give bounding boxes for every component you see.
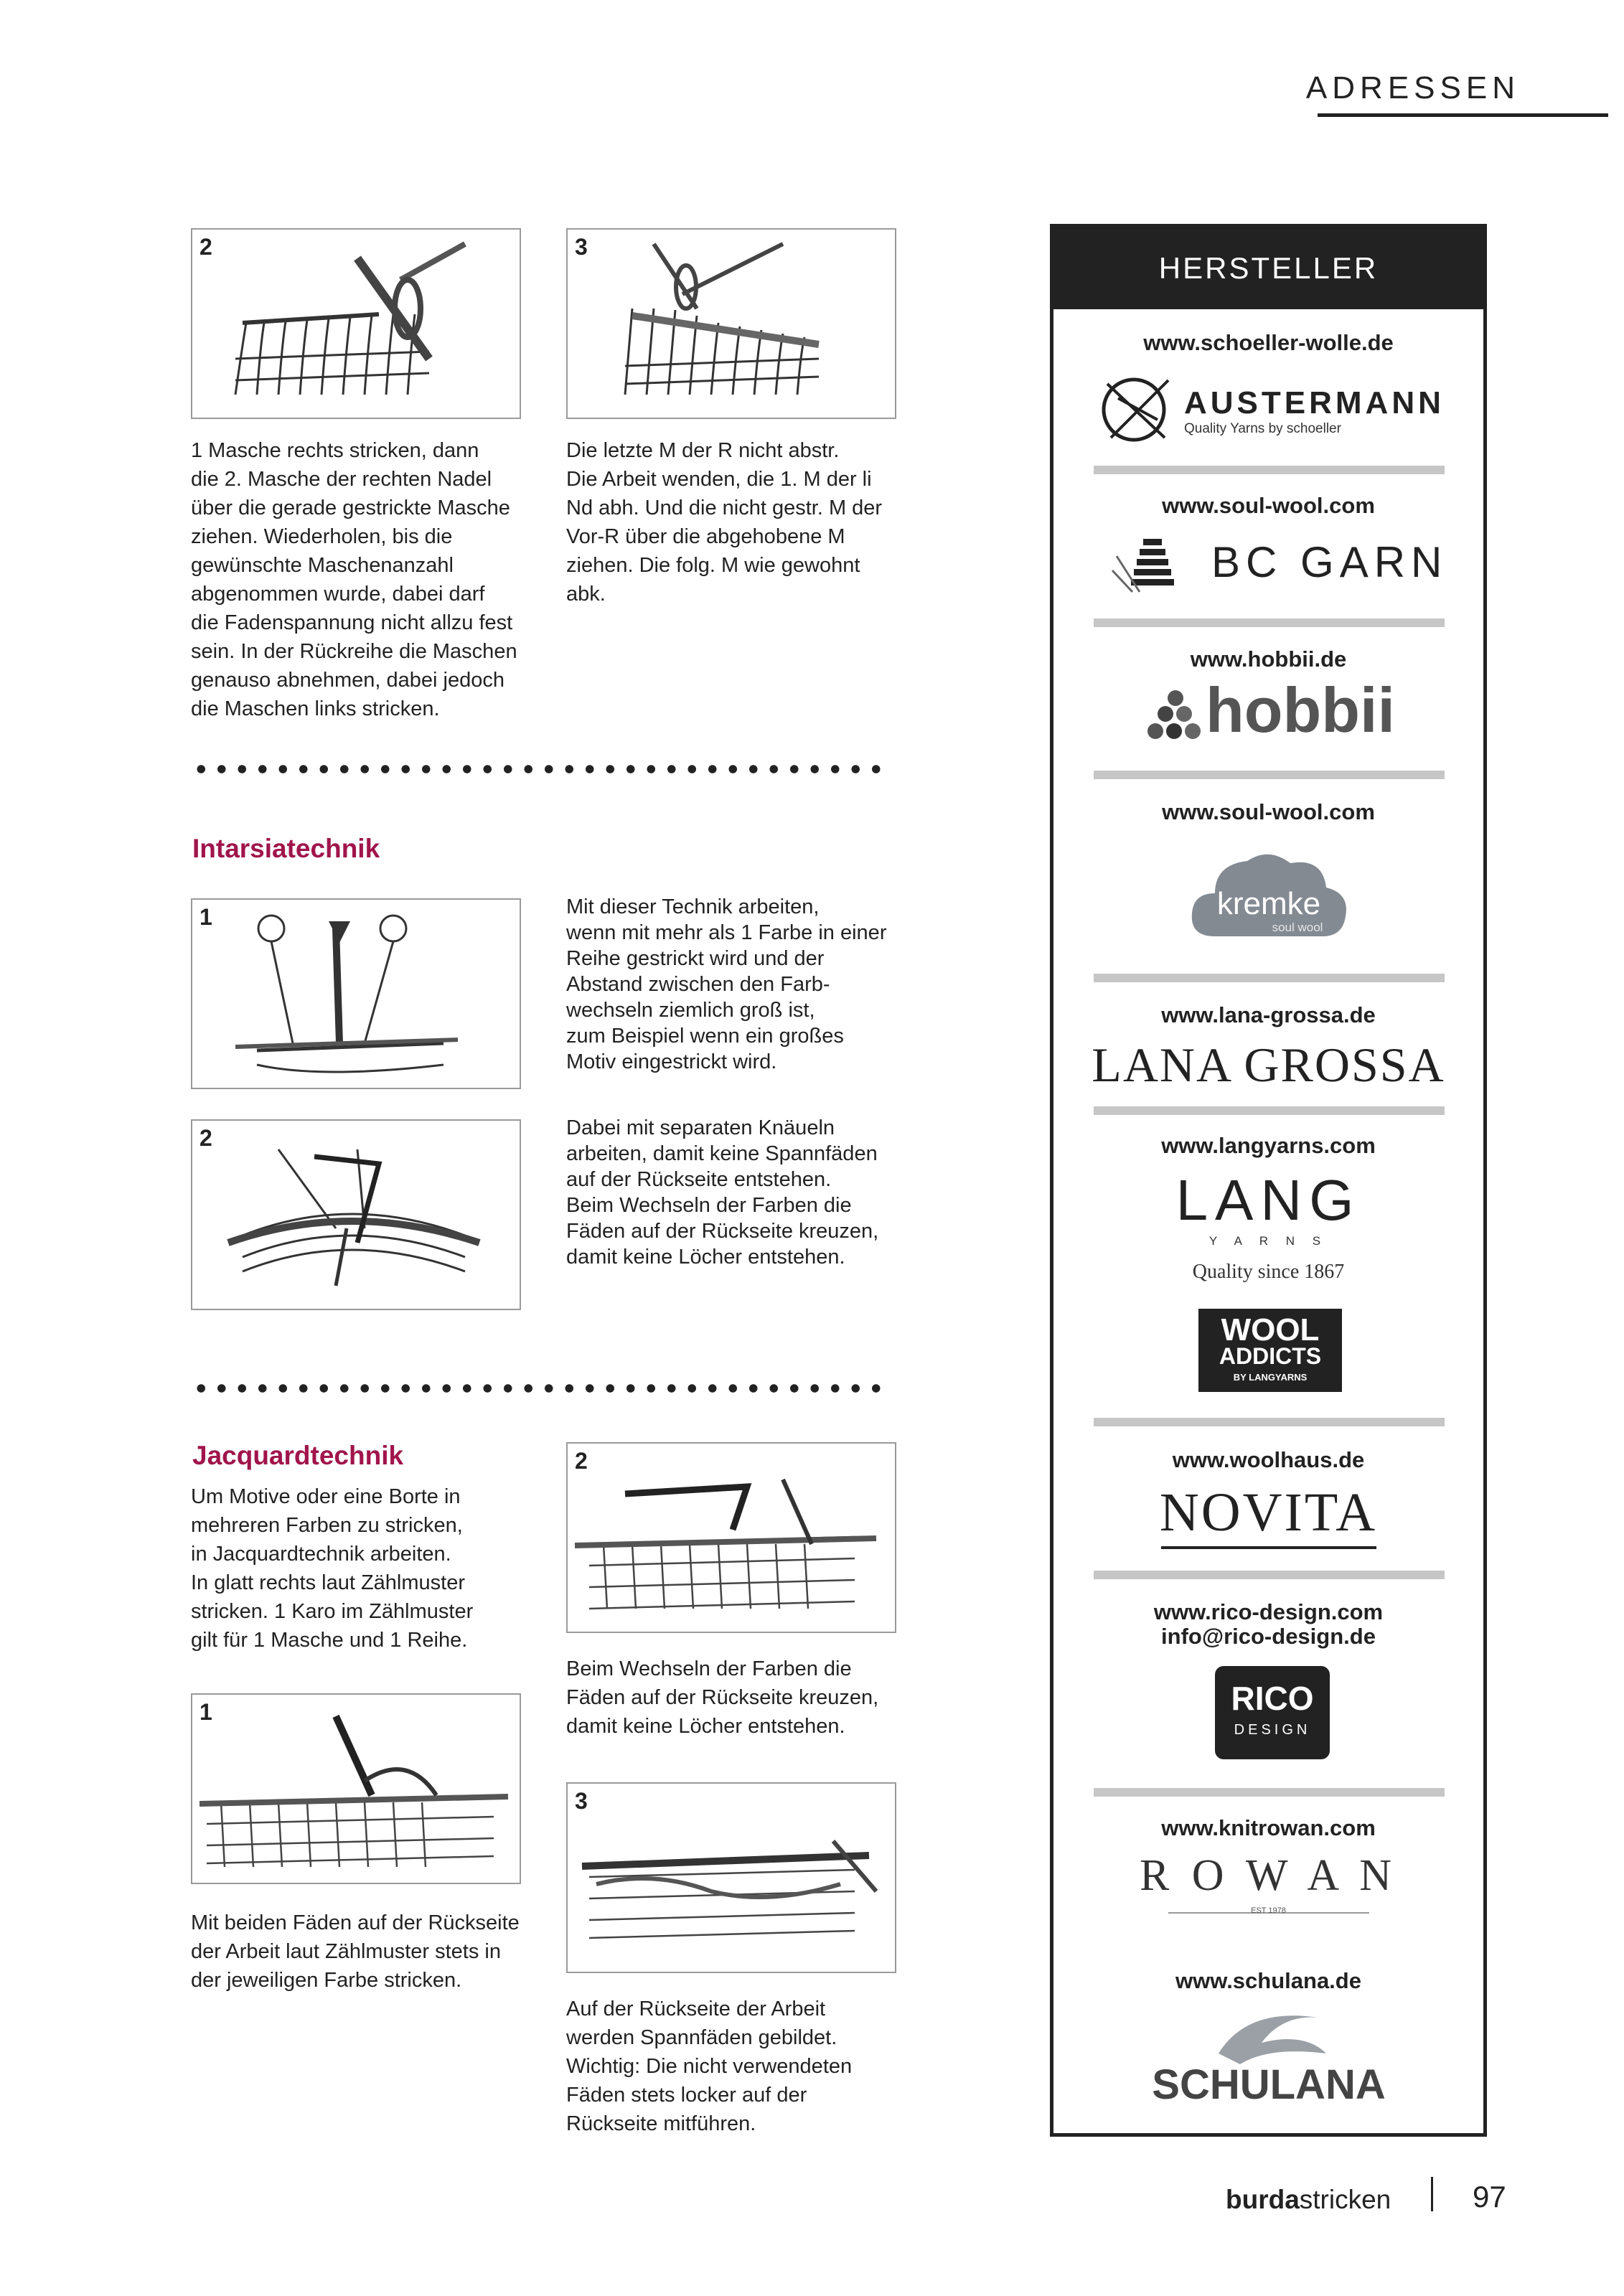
brand-rest: stricken [1299, 2185, 1391, 2214]
url-langyarns[interactable]: www.langyarns.com [1161, 1133, 1376, 1158]
page-number: 97 [1473, 2180, 1506, 2213]
url-hobbii[interactable]: www.hobbii.de [1190, 646, 1347, 672]
dotted-divider [191, 764, 887, 774]
lang-tagline: Quality since 1867 [1192, 1261, 1345, 1283]
figure-number: 1 [200, 904, 212, 930]
austermann-logo [1097, 370, 1455, 448]
figure-intarsia-2 [191, 1119, 521, 1310]
text-decrease-left: 1 Masche rechts stricken, dann die 2. Masche der rechten Nadel über die gerade gestrickte Masche ziehen. Wiederholen, bis die gewünschte Maschenanzahl abgenommen wurde, dabei darf die Fadenspannung nicht allzu fest sein. In der Rückreihe die Maschen genauso abnehmen, dabei jedoch die Maschen links stricken. [191, 439, 517, 720]
kremke-wordmark: kremke [1216, 886, 1321, 921]
knitting-illustration [568, 1784, 895, 1972]
austermann-wordmark: AUSTERMANN [1184, 385, 1445, 420]
novita-underline [1161, 1546, 1376, 1549]
section-title: ADRESSEN [1305, 70, 1520, 105]
wool-addicts-line1: WOOL [1221, 1312, 1320, 1347]
schulana-wordmark: SCHULANA [1152, 2061, 1386, 2108]
knitting-illustration [568, 1444, 895, 1632]
separator [1094, 1571, 1445, 1579]
rico-design-text: DESIGN [1234, 1722, 1311, 1738]
url-schulana[interactable]: www.schulana.de [1175, 1968, 1361, 1993]
figure-intarsia-1 [191, 898, 521, 1089]
text-decrease-right: Die letzte M der R nicht abstr. Die Arbeit wenden, die 1. M der li Nd abh. Und die nicht gestr. M der Vor-R über die abgehobene M ziehen. Die folg. M wie gewohnt abk. [566, 439, 883, 606]
manufacturer-sidebar [1050, 224, 1487, 2137]
kremke-logo [1186, 843, 1351, 951]
knitting-illustration [192, 1121, 520, 1309]
sidebar-title: HERSTELLER [1053, 227, 1483, 309]
dotted-divider [191, 1383, 887, 1393]
text-jacquard-2: Beim Wechseln der Farben die Fäden auf der Rückseite kreuzen, damit keine Löcher entstehen. [566, 1657, 879, 1738]
figure-number: 2 [575, 1448, 588, 1474]
url-soul-wool[interactable]: www.soul-wool.com [1162, 493, 1375, 518]
novita-logo: NOVITA [1159, 1482, 1378, 1543]
lana-grossa-logo: LANA GROSSA [1092, 1038, 1445, 1092]
knitting-illustration [192, 1695, 520, 1883]
separator [1094, 1788, 1445, 1797]
kremke-tagline: soul wool [1272, 921, 1323, 934]
bc-garn-logo [1111, 527, 1448, 599]
figure-jacquard-2 [566, 1442, 896, 1633]
separator [1094, 771, 1445, 779]
schulana-logo [1140, 2003, 1398, 2111]
yarn-stack-icon [1111, 527, 1183, 599]
hobbii-wordmark: hobbii [1206, 674, 1395, 745]
figure-number: 1 [200, 1699, 212, 1725]
url-schoeller[interactable]: www.schoeller-wolle.de [1143, 330, 1394, 355]
email-rico-design[interactable]: info@rico-design.de [1161, 1624, 1376, 1649]
rowan-est: EST 1978 [1251, 1906, 1286, 1915]
knitting-illustration [568, 230, 895, 418]
bc-garn-wordmark: BC GARN [1211, 538, 1448, 586]
heading-jacquard: Jacquardtechnik [192, 1441, 404, 1470]
magazine-brand [1226, 2185, 1391, 2215]
text-intarsia-1: Mit dieser Technik arbeiten, wenn mit mehr als 1 Farbe in einer Reihe gestrickt wird und der Abstand zwischen den Farb- wechseln ziemlich groß ist, zum Beispiel wenn ein großes Motiv eingestrickt wird. [566, 895, 887, 1073]
wool-addicts-line2: ADDICTS [1219, 1343, 1322, 1369]
url-woolhaus[interactable]: www.woolhaus.de [1172, 1447, 1365, 1472]
separator [1094, 466, 1445, 474]
figure-number: 3 [575, 1788, 588, 1814]
text-jacquard-1: Mit beiden Fäden auf der Rückseite der Arbeit laut Zählmuster stets in der jeweiligen Farbe stricken. [191, 1911, 520, 1992]
text-jacquard-3: Auf der Rückseite der Arbeit werden Spannfäden gebildet. Wichtig: Die nicht verwendeten Fäden stets locker auf der Rückseite mitführen. [566, 1998, 853, 2135]
wool-addicts-logo [1198, 1309, 1342, 1392]
section-rule [1318, 113, 1608, 117]
separator [1094, 974, 1445, 982]
rowan-logo: R O W A N [1139, 1851, 1398, 1900]
figure-decrease-3 [566, 228, 896, 419]
heading-intarsia: Intarsiatechnik [192, 834, 380, 863]
figure-number: 3 [575, 234, 588, 260]
footer-divider [1431, 2177, 1433, 2211]
text-intarsia-2: Dabei mit separaten Knäueln arbeiten, damit keine Spannfäden auf der Rückseite entstehen. Beim Wechseln der Farben die Fäden auf der Rückseite kreuzen, damit keine Löcher entstehen. [566, 1116, 879, 1269]
figure-jacquard-1 [191, 1693, 521, 1884]
url-lana-grossa[interactable]: www.lana-grossa.de [1161, 1002, 1376, 1027]
url-rico-design[interactable]: www.rico-design.com [1153, 1599, 1384, 1624]
figure-number: 2 [200, 1125, 212, 1151]
knitting-illustration [192, 900, 520, 1088]
rico-wordmark: RICO [1231, 1680, 1314, 1717]
url-knitrowan[interactable]: www.knitrowan.com [1161, 1815, 1376, 1840]
brand-bold: burda [1226, 2185, 1300, 2214]
knitting-illustration [192, 230, 520, 418]
yarn-pyramid-icon [1140, 688, 1211, 745]
separator [1094, 618, 1445, 627]
figure-decrease-2 [191, 228, 521, 419]
yarn-ball-icon [1097, 370, 1175, 448]
figure-jacquard-3 [566, 1782, 896, 1973]
rico-design-logo [1215, 1666, 1330, 1759]
url-soul-wool-2[interactable]: www.soul-wool.com [1162, 799, 1375, 824]
figure-number: 2 [200, 234, 212, 260]
wool-addicts-line3: BY LANGYARNS [1233, 1372, 1308, 1383]
lang-yarns-text: Y A R N S [1208, 1234, 1328, 1248]
separator [1094, 1418, 1445, 1426]
hobbii-logo [1140, 674, 1412, 748]
text-jacquard-intro: Um Motive oder eine Borte in mehreren Farben zu stricken, in Jacquardtechnik arbeiten. In glatt rechts laut Zählmuster stricken. 1 Karo im Zählmuster gilt für 1 Masche und 1 Reihe. [191, 1485, 474, 1652]
lang-logo: LANG [1175, 1168, 1361, 1232]
austermann-tagline: Quality Yarns by schoeller [1184, 421, 1341, 436]
separator [1094, 1106, 1445, 1115]
